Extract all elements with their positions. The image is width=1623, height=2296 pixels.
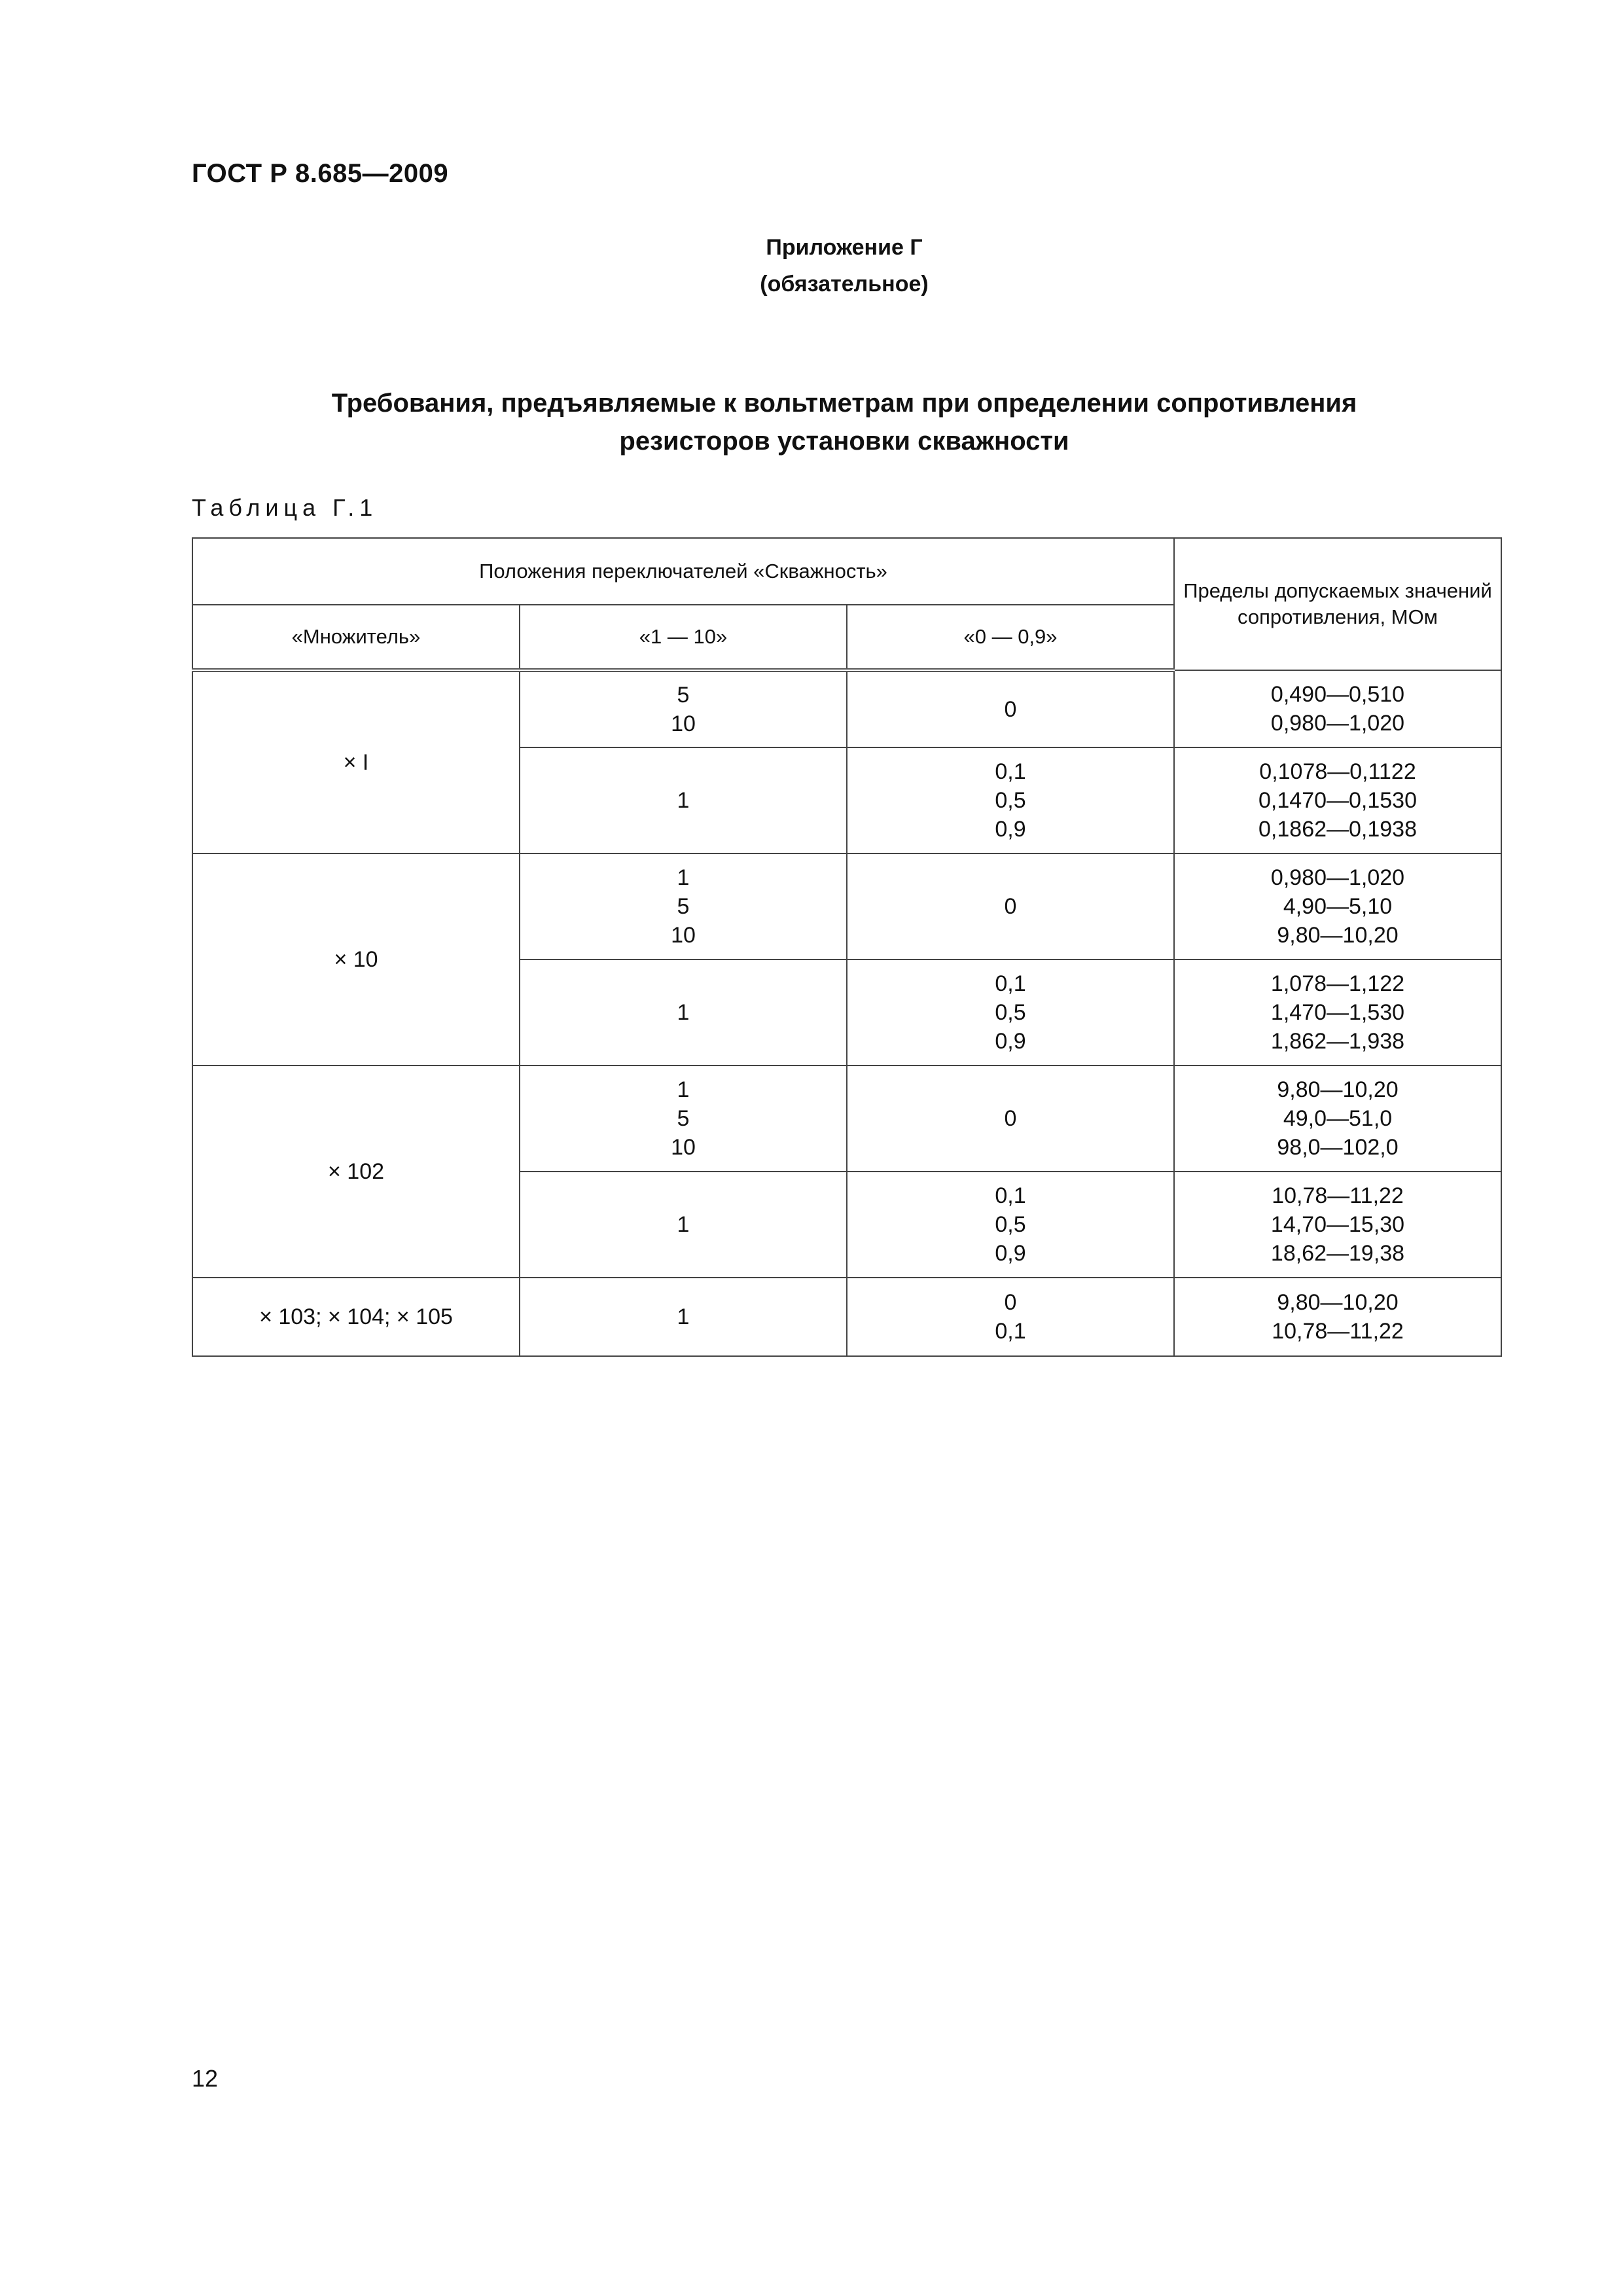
cell-value: 5 [677,1106,690,1131]
header-range-1-10: «1 — 10» [520,605,847,670]
range-0-09-cell [847,670,1174,747]
cell-value: 9,80—10,20 [1277,923,1399,948]
range-0-09-cell [847,1066,1174,1172]
cell-value: 0,9 [995,1029,1026,1054]
table-row [192,1066,1501,1172]
document-title [249,384,1440,460]
appendix-heading [0,229,1623,302]
cell-value: 18,62—19,38 [1270,1241,1405,1266]
table-row [192,1278,1501,1356]
requirements-table [192,537,1502,1357]
cell-value: 0,1 [995,1319,1026,1344]
resistance-limits-cell [1174,670,1501,747]
resistance-limits-cell [1174,960,1501,1066]
cell-value: 0,1078—0,1122 [1259,759,1416,784]
cell-value: 0,9 [995,817,1026,842]
cell-value: 1 [677,865,690,890]
cell-value: 5 [677,894,690,919]
cell-value: 0,5 [995,1212,1026,1237]
cell-value: 0 [1004,894,1017,919]
multiplier-cell: × 10 [192,853,520,1066]
appendix-title: Приложение Г [766,235,923,260]
range-0-09-cell [847,960,1174,1066]
cell-value: 0,5 [995,1000,1026,1025]
cell-value: 0,1 [995,759,1026,784]
cell-value: 0 [1004,1106,1017,1131]
range-0-09-cell [847,1278,1174,1356]
document-title-line-2: резисторов установки скважности [619,427,1069,456]
range-1-10-cell [520,853,847,960]
cell-value: 9,80—10,20 [1277,1077,1399,1102]
range-0-09-cell [847,747,1174,853]
range-0-09-cell [847,853,1174,960]
resistance-limits-cell [1174,1066,1501,1172]
resistance-limits-cell [1174,853,1501,960]
cell-value: 1 [677,1000,690,1025]
table-row [192,670,1501,747]
cell-value: 1 [677,1077,690,1102]
cell-value: 1,078—1,122 [1270,971,1405,996]
cell-value: 0,5 [995,788,1026,813]
range-1-10-cell [520,747,847,853]
header-switch-positions: Положения переключателей «Скважность» [192,538,1174,605]
range-0-09-cell [847,1172,1174,1278]
cell-value: 0,1862—0,1938 [1258,817,1417,842]
cell-value: 10 [671,1135,696,1160]
cell-value: 10,78—11,22 [1272,1183,1404,1208]
range-1-10-cell [520,1172,847,1278]
cell-value: 1,862—1,938 [1270,1029,1405,1054]
range-1-10-cell [520,670,847,747]
resistance-limits-cell [1174,1172,1501,1278]
cell-value: 10,78—11,22 [1272,1319,1404,1344]
cell-value: 1 [677,1304,690,1329]
header-resistance-limits: Пределы допускаемых значений сопротивления, МОм [1174,538,1501,670]
range-1-10-cell [520,1066,847,1172]
range-1-10-cell [520,960,847,1066]
cell-value: 14,70—15,30 [1270,1212,1405,1237]
multiplier-cell: × 102 [192,1066,520,1278]
page-number: 12 [192,2065,219,2092]
table-header [192,538,1501,670]
cell-value: 1 [677,788,690,813]
cell-value: 98,0—102,0 [1277,1135,1399,1160]
cell-value: 0,1470—0,1530 [1258,788,1417,813]
range-1-10-cell [520,1278,847,1356]
cell-value: 10 [671,711,696,736]
cell-value: 1,470—1,530 [1270,1000,1405,1025]
header-multiplier: «Множитель» [192,605,520,670]
multiplier-cell: × 103; × 104; × 105 [192,1278,520,1356]
multiplier-cell: × I [192,670,520,853]
document-title-line-1: Требования, предъявляемые к вольтметрам при определении сопротивления [331,389,1357,418]
cell-value: 0,9 [995,1241,1026,1266]
table-row [192,853,1501,960]
cell-value: 4,90—5,10 [1283,894,1393,919]
header-range-0-09: «0 — 0,9» [847,605,1174,670]
resistance-limits-cell [1174,1278,1501,1356]
appendix-status: (обязательное) [760,272,929,296]
table-body [192,670,1501,1356]
cell-value: 0,980—1,020 [1270,865,1405,890]
cell-value: 10 [671,923,696,948]
cell-value: 0,1 [995,1183,1026,1208]
cell-value: 0 [1004,1290,1017,1315]
cell-value: 0,490—0,510 [1270,682,1405,707]
table-caption: Таблица Г.1 [192,494,378,521]
cell-value: 0,1 [995,971,1026,996]
cell-value: 0,980—1,020 [1270,711,1405,736]
cell-value: 0 [1004,697,1017,722]
cell-value: 49,0—51,0 [1283,1106,1393,1131]
cell-value: 1 [677,1212,690,1237]
resistance-limits-cell [1174,747,1501,853]
document-code: ГОСТ Р 8.685—2009 [192,159,449,188]
cell-value: 5 [677,683,690,708]
cell-value: 9,80—10,20 [1277,1290,1399,1315]
header-row-1 [192,538,1501,605]
